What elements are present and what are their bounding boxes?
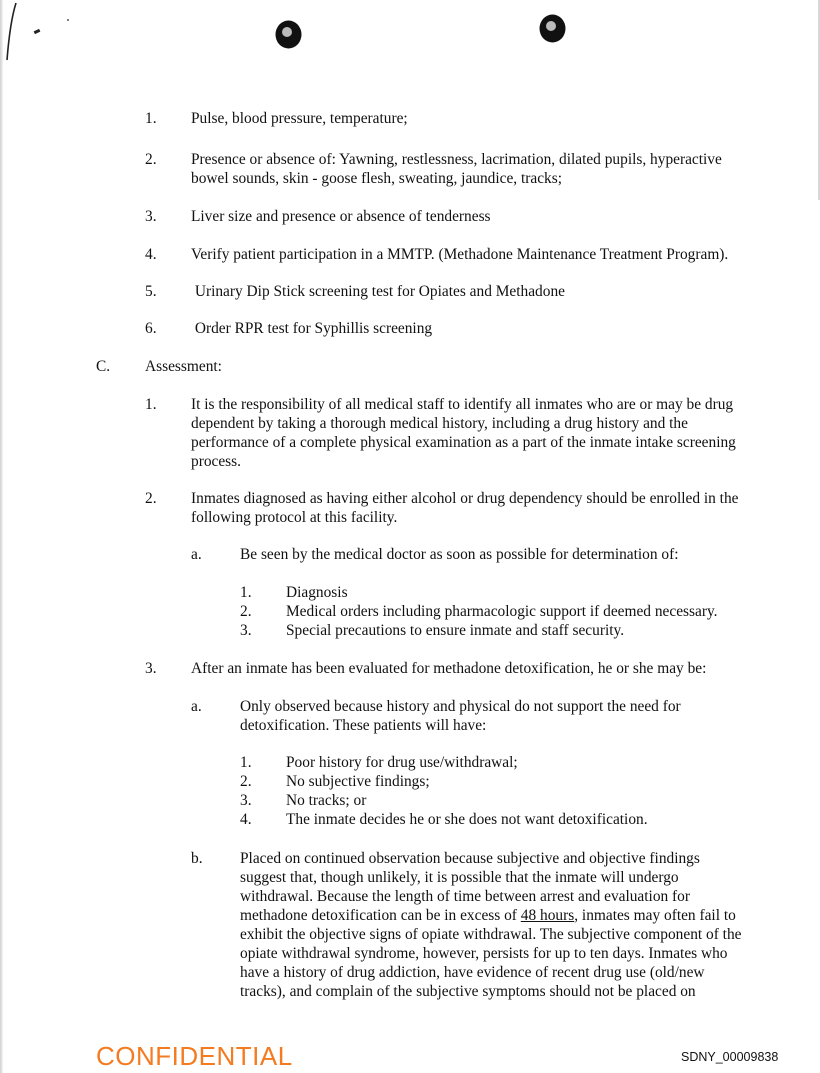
text-segment: methadone detoxification can be in excess of (240, 907, 521, 924)
sub-item (240, 849, 742, 1001)
text-line: following protocol at this facility. (191, 509, 398, 526)
text-line: tracks), and complain of the subjective symptoms should not be placed on (240, 983, 696, 1000)
list-item: Verify patient participation in a MMTP. (Methadone Maintenance Treatment Program). (191, 246, 729, 263)
list-item: bowel sounds, skin - goose flesh, sweating, jaundice, tracks; (191, 170, 563, 187)
list-item: Diagnosis (286, 584, 348, 601)
sub-item: Be seen by the medical doctor as soon as possible for determination of: (240, 546, 679, 563)
text-line: It is the responsibility of all medical staff to identify all inmates who are or may be drug (191, 396, 734, 413)
list-item: Poor history for drug use/withdrawal; (286, 754, 518, 771)
list-number: 1. (145, 110, 157, 127)
text-line (240, 906, 742, 925)
list-item: Urinary Dip Stick screening test for Opiates and Methadone (191, 283, 565, 300)
text-line: process. (191, 453, 242, 470)
list-number: 5. (145, 283, 157, 300)
list-item: The inmate decides he or she does not want detoxification. (286, 811, 648, 828)
scan-tick (34, 29, 41, 34)
list-number: 3. (240, 792, 252, 809)
paragraph (191, 489, 739, 527)
text-line: opiate withdrawal syndrome, however, persists for up to ten days. Inmates who (240, 945, 728, 962)
list-number: 2. (145, 151, 157, 168)
bates-number: SDNY_00009838 (681, 1050, 779, 1064)
scan-speck (67, 19, 69, 21)
scan-left-edge (0, 0, 3, 1073)
text-line: suggest that, though unlikely, it is possible that the inmate will undergo (240, 869, 679, 886)
list-item: Liver size and presence or absence of tenderness (191, 208, 491, 225)
list-number: 4. (145, 246, 157, 263)
list-number: 3. (145, 208, 157, 225)
sub-letter: a. (191, 546, 202, 563)
text-segment: , inmates may often fail to (574, 907, 736, 924)
list-number: 1. (240, 754, 252, 771)
list-item: Order RPR test for Syphillis screening (191, 320, 433, 337)
list-number: 2. (145, 490, 157, 507)
scan-mark (4, 2, 18, 62)
list-number: 6. (145, 320, 157, 337)
punch-hole-icon (274, 19, 303, 50)
list-item: Pulse, blood pressure, temperature; (191, 110, 408, 127)
text-line: performance of a complete physical examination as a part of the inmate intake screening (191, 434, 736, 451)
list-number: 2. (240, 603, 252, 620)
list-item: Medical orders including pharmacologic support if deemed necessary. (286, 603, 718, 620)
list-number: 3. (240, 622, 252, 639)
text-line: withdrawal. Because the length of time between arrest and evaluation for (240, 888, 691, 905)
punch-hole-icon (538, 13, 567, 44)
sub-letter: a. (191, 698, 202, 715)
section-letter: C. (96, 358, 111, 375)
paragraph: After an inmate has been evaluated for methadone detoxification, he or she may be: (191, 660, 707, 677)
list-number: 3. (145, 660, 157, 677)
text-line: exhibit the objective signs of opiate withdrawal. The subjective component of the (240, 926, 742, 943)
sub-letter: b. (191, 850, 203, 867)
text-line: Placed on continued observation because subjective and objective findings (240, 850, 700, 867)
section-heading: Assessment: (145, 358, 222, 375)
list-item: Presence or absence of: Yawning, restlessness, lacrimation, dilated pupils, hyperactive (191, 151, 722, 168)
list-number: 4. (240, 811, 252, 828)
list-number: 1. (240, 584, 252, 601)
sub-item (240, 697, 681, 735)
list-item: No subjective findings; (286, 773, 430, 790)
list-item: No tracks; or (286, 792, 367, 809)
list-item: Special precautions to ensure inmate and staff security. (286, 622, 625, 639)
text-line: detoxification. These patients will have: (240, 717, 487, 734)
paragraph (191, 395, 736, 471)
text-line: dependent by taking a thorough medical history, including a drug history and the (191, 415, 688, 432)
text-line: Inmates diagnosed as having either alcohol or drug dependency should be enrolled in the (191, 490, 739, 507)
list-number: 1. (145, 396, 157, 413)
text-line: Only observed because history and physical do not support the need for (240, 698, 681, 715)
confidential-stamp: CONFIDENTIAL (96, 1041, 293, 1071)
underlined-hours: 48 hours (520, 907, 575, 924)
list-number: 2. (240, 773, 252, 790)
text-line: have a history of drug addiction, have evidence of recent drug use (old/new (240, 964, 705, 981)
